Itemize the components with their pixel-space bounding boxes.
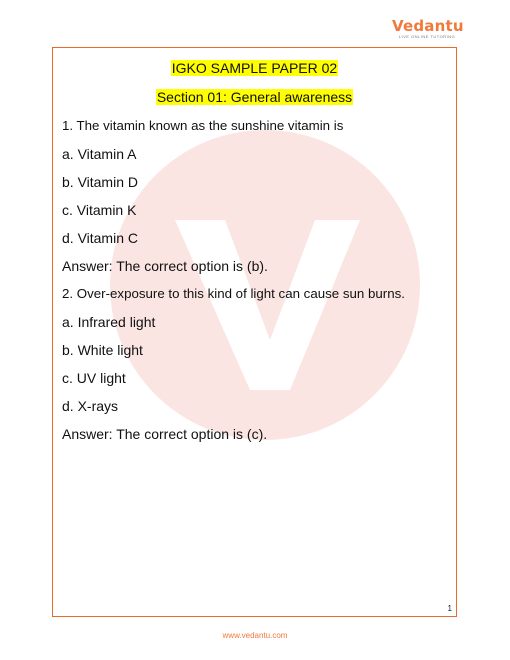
title-row bbox=[62, 60, 447, 78]
vedantu-logo bbox=[392, 18, 462, 40]
section-row bbox=[62, 89, 447, 107]
page-number: 1 bbox=[447, 604, 452, 613]
footer-link[interactable]: www.vedantu.com bbox=[222, 631, 288, 640]
question-1: 1. The vitamin known as the sunshine vitamin is bbox=[62, 118, 344, 133]
question-2: 2. Over-exposure to this kind of light can cause sun burns. bbox=[62, 286, 405, 301]
q1-answer: Answer: The correct option is (b). bbox=[62, 258, 268, 274]
q2-option-b: b. White light bbox=[62, 342, 143, 358]
q2-answer: Answer: The correct option is (c). bbox=[62, 426, 268, 442]
q2-option-d: d. X-rays bbox=[62, 398, 119, 414]
q1-option-a: a. Vitamin A bbox=[62, 146, 137, 162]
paper-title: IGKO SAMPLE PAPER 02 bbox=[171, 60, 338, 76]
q2-option-a: a. Infrared light bbox=[62, 314, 156, 330]
q1-option-b: b. Vitamin D bbox=[62, 174, 138, 190]
logo-wordmark: Vedantu bbox=[392, 17, 464, 35]
section-heading: Section 01: General awareness bbox=[156, 89, 353, 105]
logo-tagline: LIVE ONLINE TUTORING bbox=[398, 34, 456, 39]
q2-option-c: c. UV light bbox=[62, 370, 126, 386]
document-body bbox=[62, 60, 447, 454]
q1-option-d: d. Vitamin C bbox=[62, 230, 138, 246]
q1-option-c: c. Vitamin K bbox=[62, 202, 137, 218]
